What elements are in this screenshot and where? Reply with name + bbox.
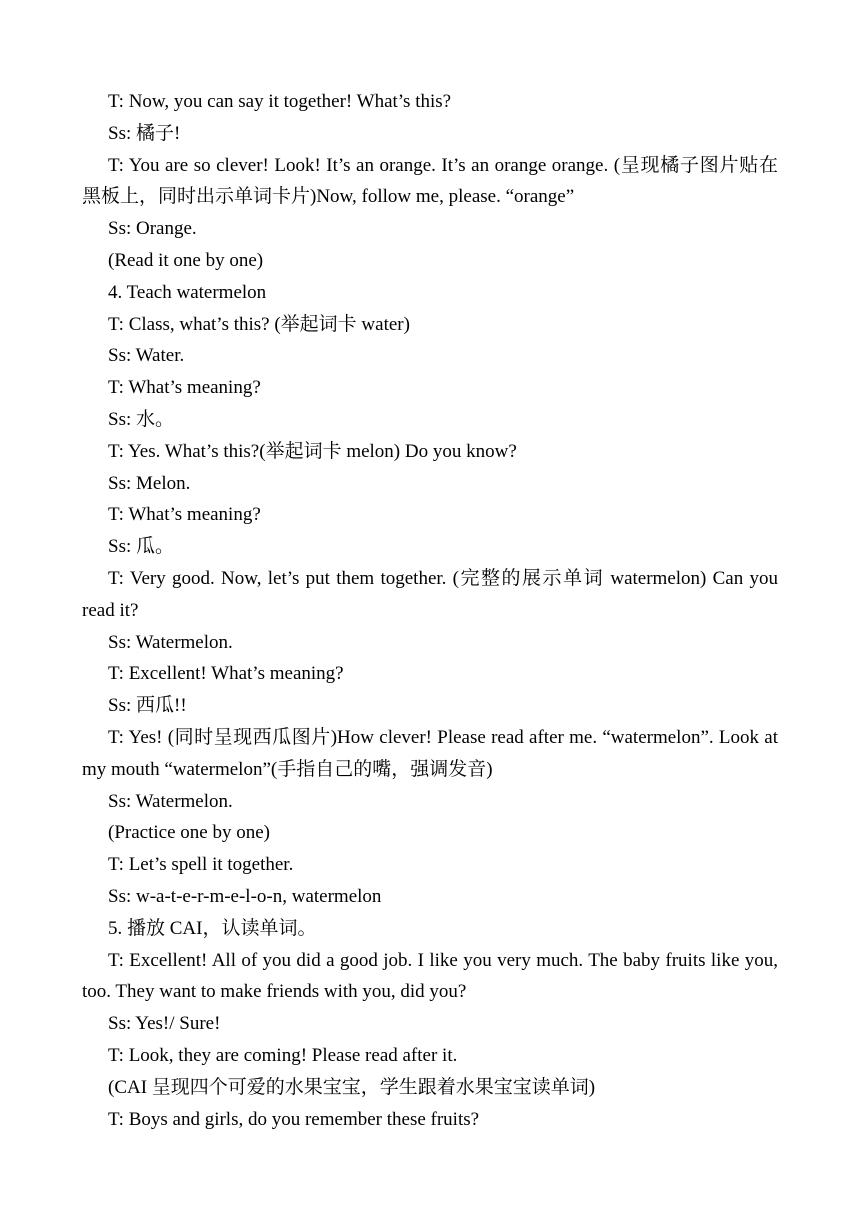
dialogue-line: T: Yes. What’s this?(举起词卡 melon) Do you know? <box>108 440 517 462</box>
dialogue-line: Ss: Yes!/ Sure! <box>108 1013 221 1035</box>
dialogue-line: T: Let’s spell it together. <box>108 854 294 876</box>
dialogue-line: Ss: 橘子! <box>108 122 181 144</box>
dialogue-line: Ss: Melon. <box>108 472 191 494</box>
dialogue-line: T: Look, they are coming! Please read after it. <box>108 1044 458 1066</box>
dialogue-line: Ss: Watermelon. <box>108 790 233 812</box>
dialogue-line: Ss: Water. <box>108 345 185 367</box>
dialogue-line: T: Excellent! What’s meaning? <box>108 663 344 685</box>
stage-direction: (Read it one by one) <box>108 249 264 271</box>
dialogue-line: Ss: Orange. <box>108 218 197 240</box>
dialogue-line: Ss: Watermelon. <box>108 631 233 653</box>
dialogue-line: Ss: w-a-t-e-r-m-e-l-o-n, watermelon <box>108 885 382 907</box>
lesson-transcript <box>82 86 778 1135</box>
dialogue-line: T: Excellent! All of you did a good job. I like you very much. The baby fruits like you, too. They want to make friends with you, did you? <box>82 949 778 1003</box>
dialogue-line: T: What’s meaning? <box>108 377 261 399</box>
dialogue-line: T: What’s meaning? <box>108 504 261 526</box>
section-heading: 5. 播放 CAI，认读单词。 <box>108 917 317 939</box>
dialogue-line: Ss: 水。 <box>108 408 174 430</box>
dialogue-line: Ss: 西瓜!! <box>108 695 187 717</box>
stage-direction: (Practice one by one) <box>108 822 270 844</box>
dialogue-line: T: Boys and girls, do you remember these fruits? <box>108 1108 480 1130</box>
dialogue-line: T: You are so clever! Look! It’s an orange. It’s an orange orange. (呈现橘子图片贴在黑板上，同时出示单词卡片)Now, follow me, please. “orange” <box>82 154 778 208</box>
dialogue-line: T: Class, what’s this? (举起词卡 water) <box>108 313 410 335</box>
stage-direction: (CAI 呈现四个可爱的水果宝宝，学生跟着水果宝宝读单词) <box>108 1076 596 1098</box>
dialogue-line: T: Yes! (同时呈现西瓜图片)How clever! Please read after me. “watermelon”. Look at my mouth “watermelon”(手指自己的嘴，强调发音) <box>82 726 778 780</box>
section-heading: 4. Teach watermelon <box>108 281 267 303</box>
dialogue-line: T: Now, you can say it together! What’s this? <box>108 91 452 112</box>
dialogue-line: T: Very good. Now, let’s put them together. (完整的展示单词 watermelon) Can you read it? <box>82 567 778 621</box>
dialogue-line: Ss: 瓜。 <box>108 536 174 558</box>
